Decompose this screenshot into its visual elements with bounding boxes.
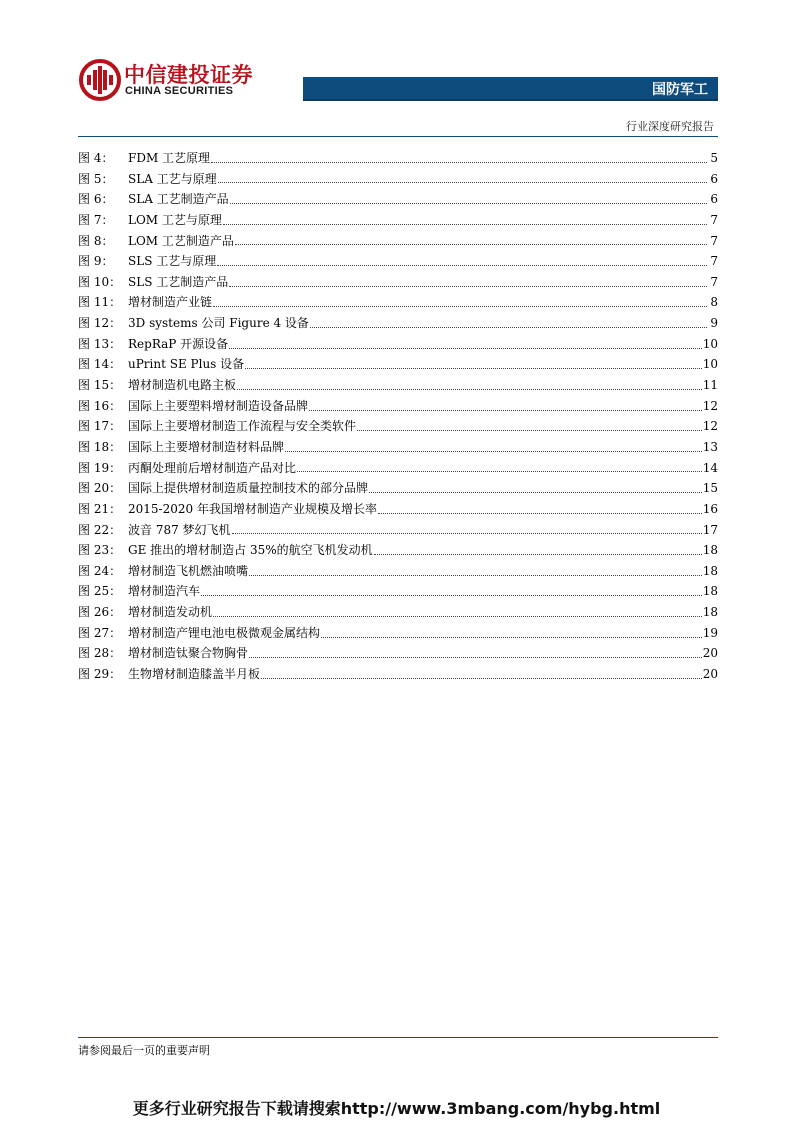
toc-figure-title: SLS 工艺与原理 xyxy=(128,254,217,269)
toc-entry[interactable] xyxy=(78,334,718,355)
toc-figure-label: 图 10： xyxy=(78,274,122,289)
toc-figure-label: 图 5： xyxy=(78,171,114,186)
toc-figure-label: 图 7： xyxy=(78,212,114,227)
china-securities-logo-icon xyxy=(78,58,122,102)
toc-page-number: 7 xyxy=(710,254,718,269)
toc-figure-label: 图 29： xyxy=(78,667,122,682)
section-title: 国防军工 xyxy=(652,82,708,98)
toc-figure-title: 波音 787 梦幻飞机 xyxy=(128,522,231,537)
toc-figure-title: 增材制造钛聚合物胸骨 xyxy=(128,646,249,661)
toc-figure-title: uPrint SE Plus 设备 xyxy=(128,357,245,372)
toc-figure-label: 图 8： xyxy=(78,233,114,248)
toc-dot-leader xyxy=(261,678,702,679)
toc-figure-title: 丙酮处理前后增材制造产品对比 xyxy=(128,460,297,475)
toc-figure-title: 国际上主要塑料增材制造设备品牌 xyxy=(128,398,309,413)
toc-entry[interactable] xyxy=(78,313,718,334)
toc-figure-label: 图 25： xyxy=(78,584,122,599)
toc-figure-title: SLA 工艺与原理 xyxy=(128,171,217,186)
toc-figure-label: 图 19： xyxy=(78,460,122,475)
toc-entry[interactable] xyxy=(78,416,718,437)
company-logo xyxy=(78,58,278,102)
toc-figure-title: 生物增材制造膝盖半月板 xyxy=(128,667,261,682)
toc-dot-leader xyxy=(213,616,702,617)
toc-dot-leader xyxy=(230,203,707,204)
toc-entry[interactable] xyxy=(78,643,718,664)
toc-dot-leader xyxy=(378,513,702,514)
toc-dot-leader xyxy=(249,575,702,576)
toc-entry[interactable] xyxy=(78,458,718,479)
toc-dot-leader xyxy=(229,348,702,349)
toc-entry[interactable] xyxy=(78,272,718,293)
toc-page-number: 12 xyxy=(702,419,718,434)
toc-figure-label: 图 23： xyxy=(78,543,122,558)
toc-dot-leader xyxy=(232,533,702,534)
toc-dot-leader xyxy=(285,451,702,452)
toc-page-number: 9 xyxy=(710,316,718,331)
toc-entry[interactable] xyxy=(78,664,718,685)
toc-dot-leader xyxy=(237,389,702,390)
toc-page-number: 10 xyxy=(702,336,718,351)
toc-dot-leader xyxy=(201,595,702,596)
toc-dot-leader xyxy=(374,554,702,555)
toc-entry[interactable] xyxy=(78,210,718,231)
toc-page-number: 7 xyxy=(710,233,718,248)
toc-figure-label: 图 22： xyxy=(78,522,122,537)
toc-entry[interactable] xyxy=(78,623,718,644)
toc-figure-title: LOM 工艺与原理 xyxy=(128,212,222,227)
toc-page-number: 10 xyxy=(702,357,718,372)
toc-figure-label: 图 15： xyxy=(78,378,122,393)
toc-figure-label: 图 28： xyxy=(78,646,122,661)
toc-page-number: 14 xyxy=(702,460,718,475)
toc-figure-title: 增材制造飞机燃油喷嘴 xyxy=(128,563,249,578)
toc-entry[interactable] xyxy=(78,169,718,190)
toc-page-number: 19 xyxy=(702,625,718,640)
disclaimer-note: 请参阅最后一页的重要声明 xyxy=(78,1044,210,1057)
toc-entry[interactable] xyxy=(78,189,718,210)
toc-page-number: 5 xyxy=(710,151,718,165)
toc-figure-title: SLA 工艺制造产品 xyxy=(128,192,229,207)
toc-entry[interactable] xyxy=(78,478,718,499)
toc-entry[interactable] xyxy=(78,231,718,252)
toc-entry[interactable] xyxy=(78,292,718,313)
toc-figure-label: 图 26： xyxy=(78,605,122,620)
toc-dot-leader xyxy=(245,368,702,369)
toc-figure-title: 3D systems 公司 Figure 4 设备 xyxy=(128,316,309,331)
toc-figure-label: 图 27： xyxy=(78,625,122,640)
toc-figure-title: FDM 工艺原理 xyxy=(128,151,211,165)
footer-divider xyxy=(78,1037,718,1038)
toc-figure-title: 增材制造产锂电池电极微观金属结构 xyxy=(128,625,321,640)
toc-entry[interactable] xyxy=(78,561,718,582)
toc-dot-leader xyxy=(357,430,702,431)
toc-entry[interactable] xyxy=(78,354,718,375)
toc-entry[interactable] xyxy=(78,375,718,396)
toc-entry[interactable] xyxy=(78,581,718,602)
toc-figure-label: 图 20： xyxy=(78,481,122,496)
toc-figure-label: 图 11： xyxy=(78,295,122,310)
toc-entry[interactable] xyxy=(78,437,718,458)
toc-figure-label: 图 18： xyxy=(78,439,122,454)
toc-figure-label: 图 6： xyxy=(78,192,114,207)
toc-entry[interactable] xyxy=(78,499,718,520)
toc-page-number: 20 xyxy=(702,667,718,682)
toc-page-number: 6 xyxy=(710,171,718,186)
toc-dot-leader xyxy=(309,410,702,411)
toc-figure-title: RepRaP 开源设备 xyxy=(128,336,229,351)
toc-figure-label: 图 9： xyxy=(78,254,114,269)
toc-dot-leader xyxy=(223,224,707,225)
toc-dot-leader xyxy=(229,286,707,287)
toc-figure-title: 增材制造机电路主板 xyxy=(128,378,237,393)
toc-dot-leader xyxy=(310,327,707,328)
toc-figure-title: 国际上提供增材制造质量控制技术的部分品牌 xyxy=(128,481,369,496)
toc-entry[interactable] xyxy=(78,251,718,272)
toc-page-number: 15 xyxy=(702,481,718,496)
toc-page-number: 12 xyxy=(702,398,718,413)
toc-figure-label: 图 4： xyxy=(78,151,114,165)
toc-dot-leader xyxy=(369,492,702,493)
toc-dot-leader xyxy=(217,265,707,266)
toc-dot-leader xyxy=(213,306,707,307)
toc-figure-title: 2015-2020 年我国增材制造产业规模及增长率 xyxy=(128,501,377,516)
toc-entry[interactable] xyxy=(78,520,718,541)
toc-figure-label: 图 21： xyxy=(78,501,122,516)
toc-page-number: 20 xyxy=(702,646,718,661)
toc-dot-leader xyxy=(235,244,707,245)
toc-figure-title: LOM 工艺制造产品 xyxy=(128,233,234,248)
toc-figure-label: 图 14： xyxy=(78,357,122,372)
figure-table-of-contents xyxy=(78,148,718,685)
toc-dot-leader xyxy=(297,471,702,472)
toc-dot-leader xyxy=(249,657,702,658)
toc-figure-title: SLS 工艺制造产品 xyxy=(128,274,229,289)
toc-dot-leader xyxy=(211,162,707,163)
toc-entry[interactable] xyxy=(78,540,718,561)
logo-english-name: CHINA SECURITIES xyxy=(125,85,234,97)
toc-figure-title: 增材制造发动机 xyxy=(128,605,213,620)
toc-page-number: 18 xyxy=(702,543,718,558)
toc-figure-title: GE 推出的增材制造占 35%的航空飞机发动机 xyxy=(128,543,373,558)
toc-page-number: 13 xyxy=(702,439,718,454)
toc-page-number: 7 xyxy=(710,274,718,289)
toc-page-number: 18 xyxy=(702,563,718,578)
toc-page-number: 16 xyxy=(702,501,718,516)
toc-figure-title: 增材制造汽车 xyxy=(128,584,201,599)
toc-entry[interactable] xyxy=(78,148,718,169)
toc-page-number: 8 xyxy=(710,295,718,310)
logo-chinese-name: 中信建投证券 xyxy=(124,63,253,87)
download-banner: 更多行业研究报告下载请搜索http://www.3mbang.com/hybg.html xyxy=(132,1099,661,1118)
toc-figure-title: 国际上主要增材制造材料品牌 xyxy=(128,439,285,454)
toc-page-number: 7 xyxy=(710,212,718,227)
toc-figure-label: 图 16： xyxy=(78,398,122,413)
toc-figure-label: 图 24： xyxy=(78,563,122,578)
toc-page-number: 6 xyxy=(710,192,718,207)
toc-page-number: 18 xyxy=(702,605,718,620)
toc-page-number: 17 xyxy=(702,522,718,537)
toc-page-number: 11 xyxy=(702,378,718,393)
toc-figure-label: 图 12： xyxy=(78,316,122,331)
toc-figure-label: 图 17： xyxy=(78,419,122,434)
toc-figure-title: 增材制造产业链 xyxy=(128,295,213,310)
report-type: 行业深度研究报告 xyxy=(626,120,714,133)
toc-page-number: 18 xyxy=(702,584,718,599)
header-divider xyxy=(78,136,718,137)
toc-dot-leader xyxy=(218,182,707,183)
toc-entry[interactable] xyxy=(78,602,718,623)
header-section-band xyxy=(303,77,718,101)
toc-figure-label: 图 13： xyxy=(78,336,122,351)
toc-figure-title: 国际上主要增材制造工作流程与安全类软件 xyxy=(128,419,357,434)
toc-entry[interactable] xyxy=(78,396,718,417)
toc-dot-leader xyxy=(321,637,702,638)
